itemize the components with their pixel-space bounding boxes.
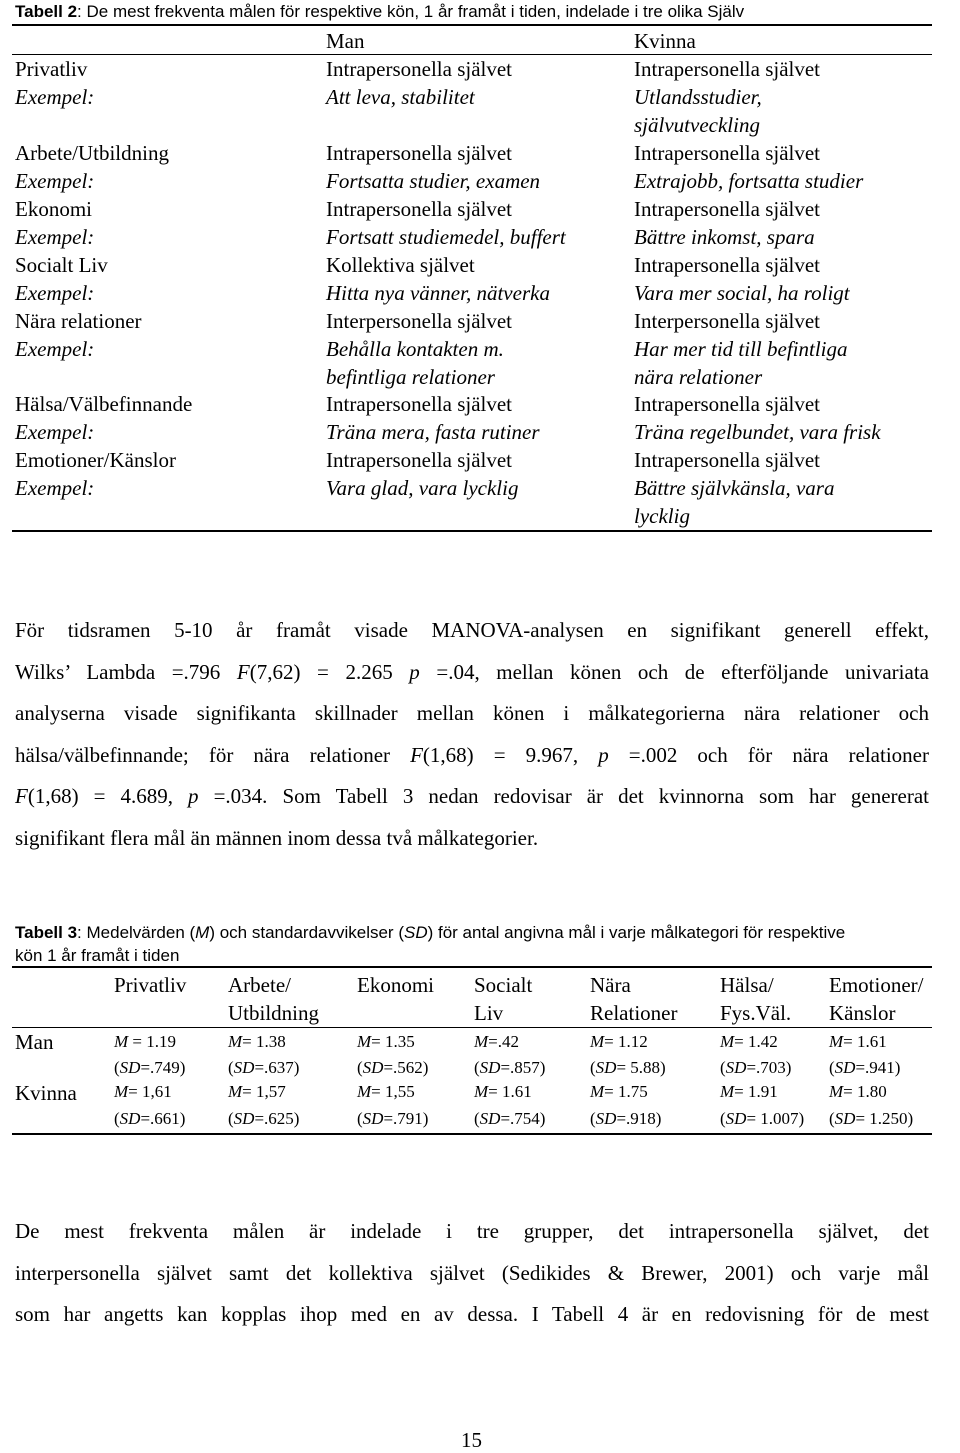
table3-cell: M= 1,57 (228, 1082, 286, 1101)
table2-cell-man: Intrapersonella självet (326, 197, 513, 221)
table2-cell-man: Intrapersonella självet (326, 57, 513, 81)
paragraph-groups (15, 1211, 929, 1336)
table3-column-header: Nära (590, 973, 631, 997)
table2-header-kvinna: Kvinna (634, 29, 696, 53)
table2-cell-man: Träna mera, fasta rutiner (326, 420, 540, 444)
table2-cell-kvinna: nära relationer (634, 365, 763, 389)
table2-example-label: Exempel: (15, 476, 95, 500)
paragraph-line: De mest frekventa målen är indelade i tre grupper, det intrapersonella självet, det (15, 1219, 929, 1243)
table2-caption-text: : De mest frekventa målen för respektive kön, 1 år framåt i tiden, indelade i tre olika Själv (77, 2, 745, 21)
table2-cell-kvinna: Vara mer social, ha roligt (634, 281, 850, 305)
table3-cell: M= 1.61 (829, 1032, 887, 1051)
table3-cell: M = 1.19 (114, 1032, 177, 1051)
table2-example-label: Exempel: (15, 420, 95, 444)
table2-cell-kvinna: Intrapersonella självet (634, 141, 821, 165)
table2-cell-kvinna: Interpersonella självet (634, 309, 821, 333)
paragraph-line: analyserna visade signifikanta skillnader mellan könen i målkategorierna nära relationer och (15, 701, 929, 726)
table3-cell: (SD=.941) (829, 1058, 901, 1077)
table2-category-label: Emotioner/Känslor (15, 448, 176, 472)
table3-column-header: Arbete/ (228, 973, 291, 997)
table3-cell: M= 1.12 (590, 1032, 648, 1051)
table3-cell: (SD= 1.250) (829, 1109, 914, 1128)
table3-cell: M= 1.38 (228, 1032, 286, 1051)
table2-cell-kvinna: Extrajobb, fortsatta studier (634, 169, 864, 193)
table3-cell: M= 1.75 (590, 1082, 648, 1101)
table2-example-label: Exempel: (15, 337, 95, 361)
table2-cell-man: Behålla kontakten m. (326, 337, 504, 361)
table3-cell: M= 1.61 (474, 1082, 532, 1101)
table3-cell: M= 1.91 (720, 1082, 778, 1101)
table2-cell-man: Intrapersonella självet (326, 392, 513, 416)
table2-category-label: Privatliv (15, 57, 88, 81)
table2-cell-kvinna: Träna regelbundet, vara frisk (634, 420, 881, 444)
table3-column-header: Socialt (474, 973, 533, 997)
table2-cell-man: Att leva, stabilitet (326, 85, 475, 109)
paragraph-line: F(1,68) = 4.689, p =.034. Som Tabell 3 nedan redovisar är det kvinnorna som har genererat (15, 784, 929, 809)
table2-example-label: Exempel: (15, 169, 95, 193)
table3-cell: (SD=.791) (357, 1109, 429, 1128)
table3-cell: M= 1.80 (829, 1082, 887, 1101)
page-number: 15 (461, 1428, 482, 1452)
table3-bottom-rule (12, 1133, 932, 1135)
table3-column-header: Känslor (829, 1001, 896, 1025)
paragraph-line: signifikant flera mål än männen inom dessa två målkategorier. (15, 825, 539, 850)
table2-category-label: Nära relationer (15, 309, 142, 333)
table2-caption-label: Tabell 2 (15, 2, 78, 21)
table2-category-label: Arbete/Utbildning (15, 141, 169, 165)
table2-example-label: Exempel: (15, 281, 95, 305)
table2-cell-man: Hitta nya vänner, nätverka (326, 281, 550, 305)
table3-cell: M= 1,55 (357, 1082, 415, 1101)
table3-cell: (SD=.562) (357, 1058, 429, 1077)
table2-example-label: Exempel: (15, 85, 95, 109)
table2-cell-kvinna: Utlandsstudier, (634, 85, 762, 109)
table3-cell: M= 1.42 (720, 1032, 778, 1051)
table3-cell: (SD=.703) (720, 1058, 792, 1077)
table2-cell-kvinna: Intrapersonella självet (634, 57, 821, 81)
paragraph-line: interpersonella självet samt det kollektiva självet (Sedikides & Brewer, 2001) och varje mål (15, 1260, 929, 1285)
table2-cell-man: Vara glad, vara lycklig (326, 476, 519, 500)
table2-cell-kvinna: självutveckling (634, 113, 760, 137)
table3-column-header: Utbildning (228, 1001, 320, 1025)
table3-cell: (SD=.625) (228, 1109, 300, 1128)
table3-row-label-kvinna: Kvinna (15, 1081, 77, 1105)
table2-cell-kvinna: Intrapersonella självet (634, 392, 821, 416)
table2-category-label: Socialt Liv (15, 253, 108, 277)
table2-category-label: Ekonomi (15, 197, 92, 221)
table2-cell-man: Intrapersonella självet (326, 141, 513, 165)
table3-cell: M= 1,61 (114, 1082, 172, 1101)
table2-cell-kvinna: Intrapersonella självet (634, 197, 821, 221)
paragraph-line: som har angetts kan kopplas ihop med en av dessa. I Tabell 4 är en redovisning för de mest (15, 1302, 929, 1327)
table3-row-label-man: Man (15, 1030, 54, 1054)
table2-cell-man: Intrapersonella självet (326, 448, 513, 472)
table2-cell-kvinna: Bättre självkänsla, vara (634, 476, 835, 500)
table2-caption (15, 2, 744, 22)
table2-cell-man: Interpersonella självet (326, 309, 513, 333)
table3-column-header: Ekonomi (357, 973, 434, 997)
table2-cell-kvinna: Intrapersonella självet (634, 253, 821, 277)
table3-caption-line2: kön 1 år framåt i tiden (15, 946, 180, 965)
table3-cell: (SD=.749) (114, 1058, 186, 1077)
table2-cell-kvinna: Har mer tid till befintliga (634, 337, 848, 361)
table3-top-rule (12, 966, 932, 968)
table3-header-rule (12, 1027, 932, 1028)
table2-bottom-rule (12, 530, 932, 532)
table2-cell-man: Kollektiva självet (326, 253, 475, 277)
table3-cell: M=.42 (474, 1032, 520, 1051)
table3-column-header: Hälsa/ (720, 973, 774, 997)
paragraph-line: För tidsramen 5-10 år framåt visade MANOVA-analysen en signifikant generell effekt, (15, 618, 929, 642)
table3-cell: (SD=.754) (474, 1109, 546, 1128)
table3-column-header: Liv (474, 1001, 504, 1025)
table3-cell: (SD=.918) (590, 1109, 662, 1128)
table2-top-rule (12, 24, 932, 26)
paragraph-line: Wilks’ Lambda =.796 F(7,62) = 2.265 p =.04, mellan könen och de efterföljande univariata (15, 659, 929, 684)
table3-cell: (SD=.637) (228, 1058, 300, 1077)
table3-cell: (SD=.857) (474, 1058, 546, 1077)
table2-header-man: Man (326, 29, 365, 53)
table3-cell: M= 1.35 (357, 1032, 415, 1051)
table3-cell: (SD=.661) (114, 1109, 186, 1128)
table2-example-label: Exempel: (15, 225, 95, 249)
table3-cell: (SD= 5.88) (590, 1058, 666, 1077)
table2-cell-man: Fortsatt studiemedel, buffert (326, 225, 566, 249)
table2-cell-kvinna: Intrapersonella självet (634, 448, 821, 472)
table3-cell: (SD= 1.007) (720, 1109, 805, 1128)
table2-cell-kvinna: lycklig (634, 504, 690, 528)
paragraph-line: hälsa/välbefinnande; för nära relationer F(1,68) = 9.967, p =.002 och för nära relationer (15, 742, 929, 767)
table2-cell-man: Fortsatta studier, examen (326, 169, 541, 193)
table3-column-header: Emotioner/ (829, 973, 924, 997)
table3-column-header: Fys.Väl. (720, 1001, 792, 1025)
table2-category-label: Hälsa/Välbefinnande (15, 392, 193, 416)
paragraph-manova (15, 610, 929, 860)
table3-column-header: Privatliv (114, 973, 187, 997)
table2-cell-man: befintliga relationer (326, 365, 495, 389)
table3-column-header: Relationer (590, 1001, 678, 1025)
table2-cell-kvinna: Bättre inkomst, spara (634, 225, 815, 249)
table3-caption: Tabell 3: Medelvärden (M) och standardavvikelser (SD) för antal angivna mål i varje målkategori för respektive (15, 923, 846, 942)
